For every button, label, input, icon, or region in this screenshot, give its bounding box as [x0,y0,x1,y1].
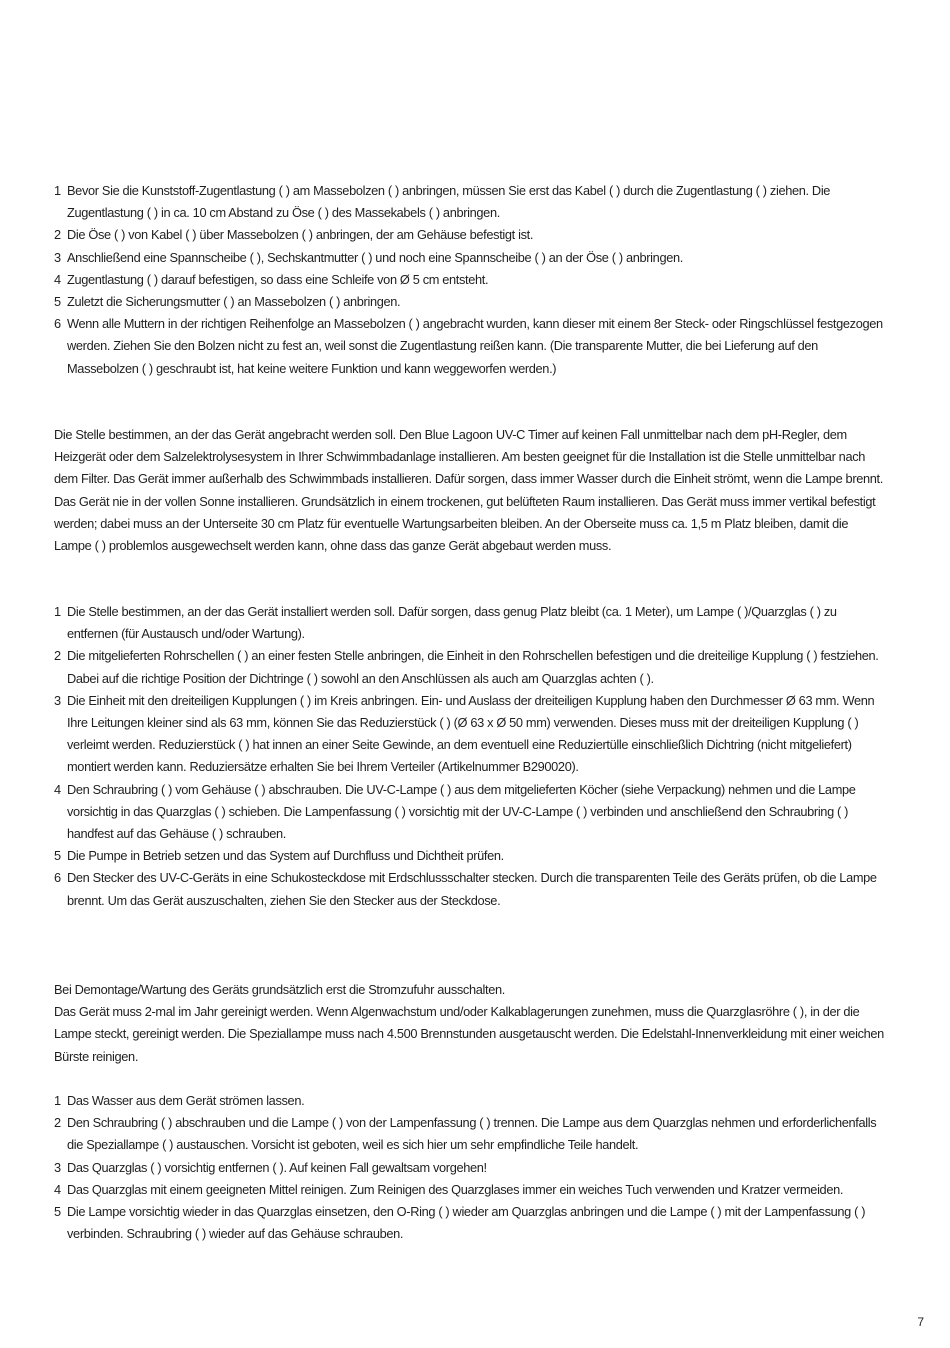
step-number: 5 [54,294,61,310]
list-item [54,247,888,269]
step-text: Wenn alle Muttern in der richtigen Reihenfolge an Massebolzen ( ) angebracht wurden, kann dieser mit einem 8er Steck- oder Ringschlüssel festgezogen werden. Ziehen Sie den Bolzen nicht zu fest an, weil sonst die Zugentlastung reißen kann. (Die transparente Mutter, die bei Lieferung auf den Massebolzen ( ) geschraubt ist, hat keine weitere Funktion und kann weggeworfen werden.) [67,316,883,376]
step-number: 3 [54,692,61,708]
step-number: 5 [54,1204,61,1220]
step-text: Die Stelle bestimmen, an der das Gerät installiert werden soll. Dafür sorgen, dass genug Platz bleibt (ca. 1 Meter), um Lampe ( )/Quarzglas ( ) zu entfernen (für Austausch und/oder Wartung). [67,604,837,642]
step-text: Den Schraubring ( ) vom Gehäuse ( ) abschrauben. Die UV-C-Lampe ( ) aus dem mitgelieferten Köcher (siehe Verpackung) nehmen und die Lampe vorsichtig in das Quarzglas ( ) schieben. Die Lampenfassung ( ) vorsichtig mit der UV-C-Lampe ( ) verbinden und anschließend den Schraubring ( ) handfest auf das Gehäuse ( ) schrauben. [67,781,856,842]
list-item [54,1112,888,1156]
step-number: 4 [54,271,61,287]
list-item [54,180,888,224]
step-number: 4 [54,781,61,797]
step-number: 1 [54,604,61,619]
placement-paragraph: Die Stelle bestimmen, an der das Gerät angebracht werden soll. Den Blue Lagoon UV-C Timer auf keinen Fall unmittelbar nach dem pH-Regler, dem Heizgerät oder dem Salzelektrolysesystem in Ihrer Schwimmbadanlage installieren. Am besten geeignet für die Installation ist die Stelle unmittelbar nach dem Filter. Das Gerät immer außerhalb des Schwimmbads installieren. Dafür sorgen, dass immer Wasser durch die Einheit strömt, wenn die Lampe brennt. Das Gerät nie in der vollen Sonne installieren. Grundsätzlich in einem trockenen, gut belüfteten Raum installieren. Das Gerät muss immer vertikal befestigt werden; dabei muss an der Unterseite 30 cm Platz für eventuelle Wartungsarbeiten bleiben. An der Oberseite muss ca. 1,5 m Platz bleiben, damit die Lampe ( ) problemlos ausgewechselt werden kann, ohne dass das ganze Gerät abgebaut werden muss. [54,427,883,554]
list-item [54,1090,888,1112]
step-text: Das Quarzglas mit einem geeigneten Mittel reinigen. Zum Reinigen des Quarzglases immer ein weiches Tuch verwenden und Kratzer vermeiden. [67,1181,844,1197]
step-number: 6 [54,870,61,886]
step-text: Den Stecker des UV-C-Geräts in eine Schukosteckdose mit Erdschlussschalter stecken. Durch die transparenten Teile des Geräts prüfen, ob die Lampe brennt. Um das Gerät auszuschalten, ziehen Sie den Stecker aus der Steckdose. [67,870,877,908]
step-number: 3 [54,249,61,265]
list-item [54,1201,888,1245]
step-number: 6 [54,316,61,332]
maintenance-steps-section [54,1090,888,1245]
step-number: 2 [54,648,61,664]
list-item [54,867,888,911]
step-text: Zugentlastung ( ) darauf befestigen, so dass eine Schleife von Ø 5 cm entsteht. [67,271,489,287]
step-number: 1 [54,183,61,198]
step-number: 1 [54,1093,61,1108]
list-item [54,1179,888,1201]
maintenance-warning: Bei Demontage/Wartung des Geräts grundsätzlich erst die Stromzufuhr ausschalten. [54,982,505,997]
step-number: 3 [54,1159,61,1175]
list-item [54,845,888,867]
list-item [54,313,888,380]
mounting-steps-section [54,601,888,912]
list-item [54,690,888,779]
step-text: Das Wasser aus dem Gerät strömen lassen. [67,1093,305,1108]
list-item [54,645,888,689]
mounting-steps-list [54,601,888,912]
step-text: Den Schraubring ( ) abschrauben und die Lampe ( ) von der Lampenfassung ( ) trennen. Die Lampe aus dem Quarzglas nehmen und erforderlichenfalls die Speziallampe ( ) austauschen. Vorsicht ist geboten, weil es sich hier um sehr empfindliche Teile handelt. [67,1115,877,1153]
step-number: 2 [54,227,61,243]
installation-steps-section [54,180,888,380]
step-text: Bevor Sie die Kunststoff-Zugentlastung ( ) am Massebolzen ( ) anbringen, müssen Sie erst das Kabel ( ) durch die Zugentlastung ( ) ziehen. Die Zugentlastung ( ) in ca. 10 cm Abstand zu Öse ( ) des Massekabels ( ) anbringen. [67,183,831,221]
step-text: Die Pumpe in Betrieb setzen und das System auf Durchfluss und Dichtheit prüfen. [67,848,504,864]
step-number: 5 [54,848,61,864]
page-number: 7 [917,1315,924,1329]
maintenance-steps-list [54,1090,888,1245]
step-text: Die Einheit mit den dreiteiligen Kupplungen ( ) im Kreis anbringen. Ein- und Auslass der dreiteiligen Kupplung haben den Durchmesser Ø 63 mm. Wenn Ihre Leitungen kleiner sind als 63 mm, können Sie das Reduzierstück ( ) (Ø 63 x Ø 50 mm) verwenden. Dieses muss mit der dreiteiligen Kupplung ( ) verleimt werden. Reduzierstück ( ) hat innen an einer Seite Gewinde, an dem eventuell eine Reduziertülle einschließlich Dichtring (nicht mitgeliefert) montiert werden kann. Reduziersätze erhalten Sie bei Ihrem Verteiler (Artikelnummer B290020). [67,692,875,775]
step-number: 4 [54,1181,61,1197]
list-item [54,1157,888,1179]
placement-section [54,424,888,557]
step-text: Anschließend eine Spannscheibe ( ), Sechskantmutter ( ) und noch eine Spannscheibe ( ) an der Öse ( ) anbringen. [67,249,683,265]
installation-steps-list [54,180,888,380]
step-text: Die Öse ( ) von Kabel ( ) über Massebolzen ( ) anbringen, der am Gehäuse befestigt ist. [67,227,534,243]
list-item [54,224,888,246]
step-text: Die Lampe vorsichtig wieder in das Quarzglas einsetzen, den O-Ring ( ) wieder am Quarzglas anbringen und die Lampe ( ) mit der Lampenfassung ( ) verbinden. Schraubring ( ) wieder auf das Gehäuse schrauben. [67,1204,866,1242]
list-item [54,269,888,291]
step-text: Das Quarzglas ( ) vorsichtig entfernen ( ). Auf keinen Fall gewaltsam vorgehen! [67,1159,487,1175]
maintenance-intro-section [54,979,888,1068]
step-text: Die mitgelieferten Rohrschellen ( ) an einer festen Stelle anbringen, die Einheit in den Rohrschellen befestigen und die dreiteilige Kupplung ( ) festziehen. Dabei auf die richtige Position der Dichtringe ( ) sowohl an den Anschlüssen als auch am Quarzglas achten ( ). [67,648,879,686]
list-item [54,779,888,846]
maintenance-paragraph: Das Gerät muss 2-mal im Jahr gereinigt werden. Wenn Algenwachstum und/oder Kalkablagerungen zunehmen, muss die Quarzglasröhre ( ), in der die Lampe steckt, gereinigt werden. Die Speziallampe muss nach 4.500 Brennstunden ausgetauscht werden. Die Edelstahl-Innenverkleidung mit einer weichen Bürste reinigen. [54,1004,884,1064]
step-text: Zuletzt die Sicherungsmutter ( ) an Massebolzen ( ) anbringen. [67,294,401,310]
step-number: 2 [54,1115,61,1131]
list-item [54,601,888,645]
list-item [54,291,888,313]
